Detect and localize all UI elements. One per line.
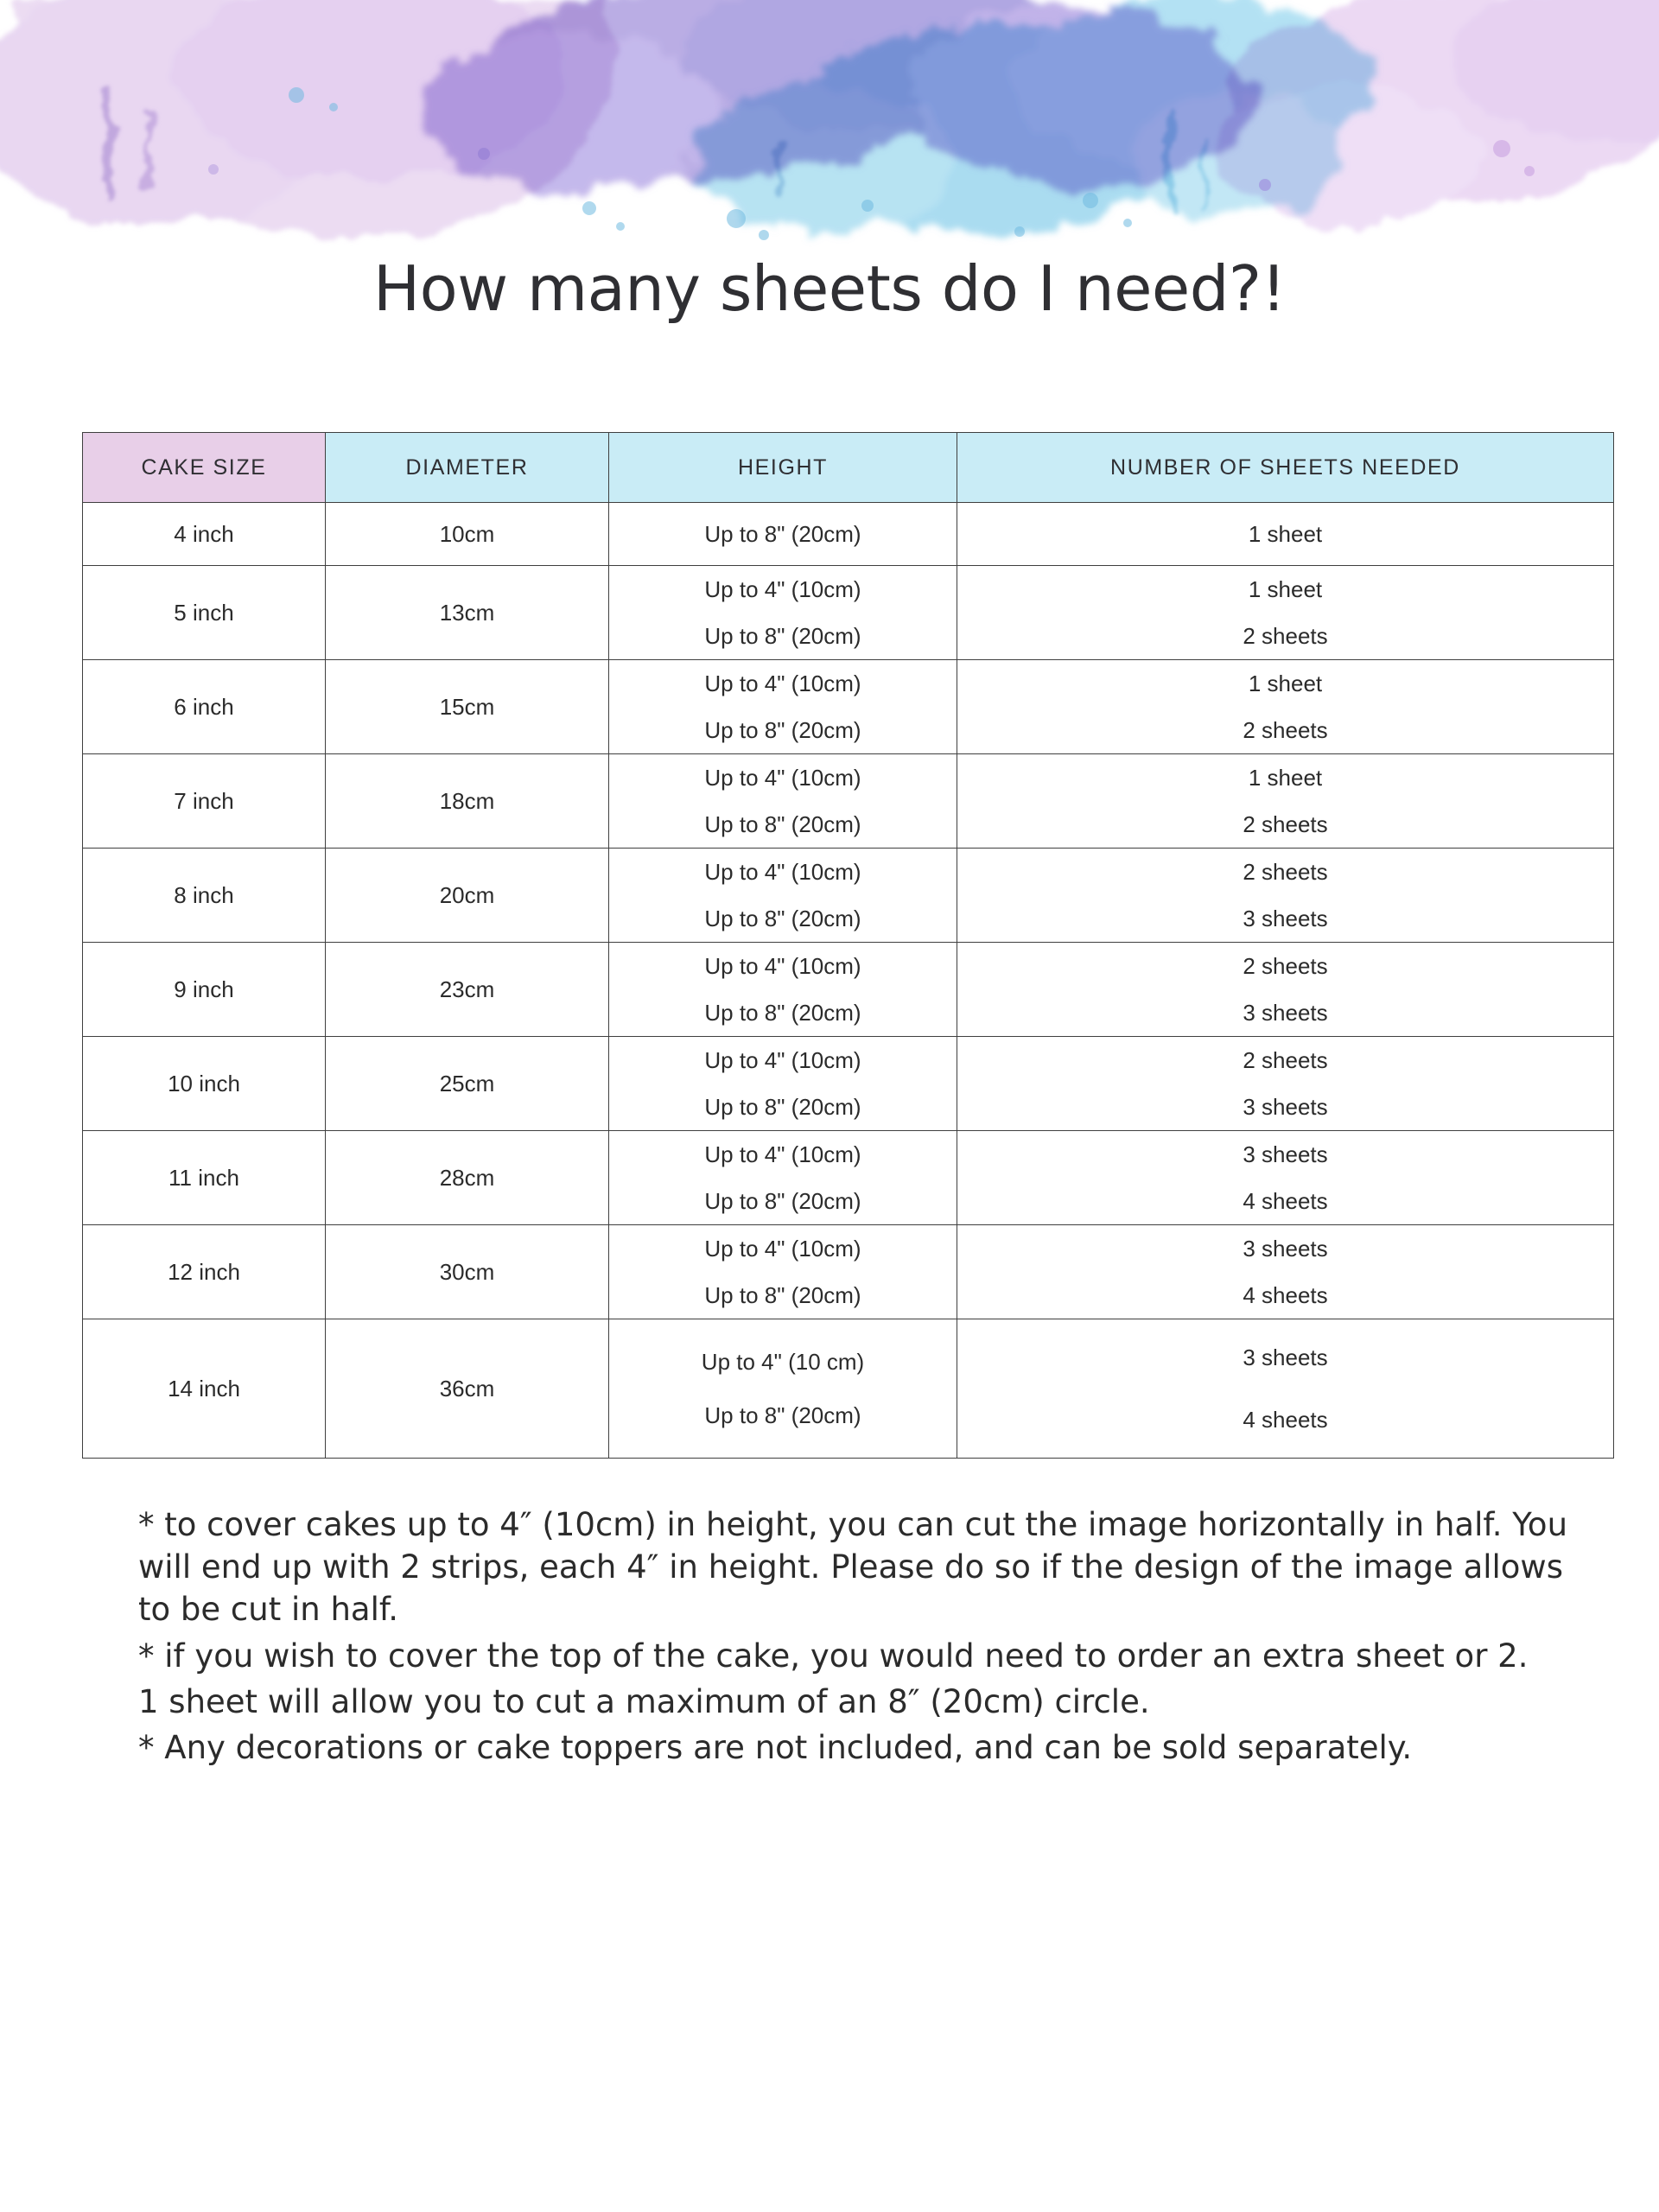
height-line: Up to 8" (20cm)	[704, 1000, 861, 1026]
table-row	[83, 1319, 1614, 1459]
sheets-line: 1 sheet	[1248, 671, 1323, 696]
header-sheets-needed: NUMBER OF SHEETS NEEDED	[957, 433, 1614, 503]
cell-diameter: 18cm	[326, 754, 609, 849]
height-line: Up to 4" (10cm)	[704, 671, 861, 696]
sheets-line: 3 sheets	[1243, 1236, 1328, 1262]
sheets-line: 2 sheets	[1243, 717, 1328, 743]
watercolor-pink-wash	[0, 0, 617, 238]
sheets-line: 3 sheets	[1243, 1000, 1328, 1026]
cell-cake-size: 6 inch	[83, 660, 326, 754]
header-diameter: DIAMETER	[326, 433, 609, 503]
sheets-table	[82, 432, 1614, 1459]
cell-height	[609, 754, 957, 849]
cell-diameter: 28cm	[326, 1131, 609, 1225]
watercolor-right-pink-wash	[1218, 0, 1659, 225]
cell-sheets	[957, 849, 1614, 943]
sheets-line: 1 sheet	[1248, 576, 1323, 602]
page-title: How many sheets do I need?!	[373, 252, 1286, 325]
note-item: * to cover cakes up to 4″ (10cm) in height, you can cut the image horizontally in half. You will end up with 2 strips, each 4″ in height. Please do so if the design of the image allows to be cut in half.	[138, 1506, 1568, 1629]
table-row	[83, 849, 1614, 943]
cell-sheets	[957, 1225, 1614, 1319]
watercolor-drips	[104, 86, 1206, 216]
cell-cake-size: 14 inch	[83, 1319, 326, 1459]
sheets-table-container	[82, 432, 1603, 1459]
sheets-line: 2 sheets	[1243, 859, 1328, 885]
watercolor-purple-wash	[423, 0, 1253, 194]
table-row	[83, 503, 1614, 566]
height-line: Up to 8" (20cm)	[704, 717, 861, 743]
watercolor-svg	[0, 0, 1659, 449]
cell-sheets	[957, 1037, 1614, 1131]
header-cake-size: CAKE SIZE	[83, 433, 326, 503]
table-row	[83, 1131, 1614, 1225]
height-line: Up to 4" (10cm)	[704, 1236, 861, 1262]
height-line: Up to 8" (20cm)	[704, 906, 861, 931]
note-item: * if you wish to cover the top of the cake, you would need to order an extra sheet or 2.	[138, 1637, 1529, 1675]
table-row	[83, 943, 1614, 1037]
cell-diameter: 15cm	[326, 660, 609, 754]
cell-diameter: 23cm	[326, 943, 609, 1037]
sheets-line: 4 sheets	[1243, 1188, 1328, 1214]
cell-height	[609, 660, 957, 754]
height-line: Up to 4" (10cm)	[704, 576, 861, 602]
cell-diameter: 13cm	[326, 566, 609, 660]
height-line: Up to 4" (10 cm)	[701, 1349, 865, 1375]
cell-height	[609, 1037, 957, 1131]
cell-height	[609, 849, 957, 943]
cell-diameter: 36cm	[326, 1319, 609, 1459]
height-line: Up to 4" (10cm)	[704, 765, 861, 791]
table-head	[83, 433, 1614, 503]
sheets-line: 3 sheets	[1243, 906, 1328, 931]
table-row	[83, 1037, 1614, 1131]
table-header-row	[83, 433, 1614, 503]
cell-diameter: 20cm	[326, 849, 609, 943]
cell-diameter: 10cm	[326, 503, 609, 566]
sheets-line: 2 sheets	[1243, 623, 1328, 649]
height-line: Up to 8" (20cm)	[704, 623, 861, 649]
cell-sheets	[957, 1131, 1614, 1225]
watercolor-header-decoration	[0, 0, 1659, 449]
sheets-line: 4 sheets	[1243, 1407, 1328, 1433]
cell-cake-size: 12 inch	[83, 1225, 326, 1319]
table-row	[83, 566, 1614, 660]
table-body	[83, 503, 1614, 1459]
sheets-line: 3 sheets	[1243, 1141, 1328, 1167]
cell-sheets	[957, 503, 1614, 566]
table-row	[83, 660, 1614, 754]
height-line: Up to 4" (10cm)	[704, 1141, 861, 1167]
cell-cake-size: 5 inch	[83, 566, 326, 660]
notes-section	[138, 1503, 1573, 1772]
cell-diameter: 30cm	[326, 1225, 609, 1319]
cell-cake-size: 10 inch	[83, 1037, 326, 1131]
watercolor-blue-wash	[700, 0, 1374, 233]
height-line: Up to 4" (10cm)	[704, 1047, 861, 1073]
cell-sheets	[957, 754, 1614, 849]
note-item: 1 sheet will allow you to cut a maximum of an 8″ (20cm) circle.	[138, 1682, 1150, 1720]
cell-cake-size: 8 inch	[83, 849, 326, 943]
table-row	[83, 754, 1614, 849]
sheets-line: 2 sheets	[1243, 953, 1328, 979]
header-height: HEIGHT	[609, 433, 957, 503]
cell-sheets	[957, 1319, 1614, 1459]
cell-sheets	[957, 566, 1614, 660]
height-line: Up to 4" (10cm)	[704, 859, 861, 885]
sheets-line: 3 sheets	[1243, 1344, 1328, 1370]
cell-height	[609, 943, 957, 1037]
table-row	[83, 1225, 1614, 1319]
height-line: Up to 4" (10cm)	[704, 953, 861, 979]
height-line: Up to 8" (20cm)	[704, 811, 861, 837]
cell-cake-size: 7 inch	[83, 754, 326, 849]
cell-height	[609, 1225, 957, 1319]
cell-height	[609, 1131, 957, 1225]
height-line: Up to 8" (20cm)	[704, 1282, 861, 1308]
cell-height	[609, 566, 957, 660]
sheets-line: 1 sheet	[1248, 521, 1323, 547]
sheets-line: 1 sheet	[1248, 765, 1323, 791]
height-line: Up to 8" (20cm)	[704, 521, 861, 547]
cell-diameter: 25cm	[326, 1037, 609, 1131]
cell-cake-size: 9 inch	[83, 943, 326, 1037]
cell-height	[609, 1319, 957, 1459]
cell-sheets	[957, 943, 1614, 1037]
watercolor-splatter-dots	[208, 87, 1535, 240]
sheets-line: 2 sheets	[1243, 811, 1328, 837]
height-line: Up to 8" (20cm)	[704, 1188, 861, 1214]
sheets-line: 2 sheets	[1243, 1047, 1328, 1073]
cell-sheets	[957, 660, 1614, 754]
cell-height	[609, 503, 957, 566]
cell-cake-size: 4 inch	[83, 503, 326, 566]
cell-cake-size: 11 inch	[83, 1131, 326, 1225]
sheets-line: 4 sheets	[1243, 1282, 1328, 1308]
note-item: * Any decorations or cake toppers are not included, and can be sold separately.	[138, 1729, 1413, 1767]
height-line: Up to 8" (20cm)	[704, 1094, 861, 1120]
sheets-line: 3 sheets	[1243, 1094, 1328, 1120]
height-line: Up to 8" (20cm)	[704, 1402, 861, 1428]
